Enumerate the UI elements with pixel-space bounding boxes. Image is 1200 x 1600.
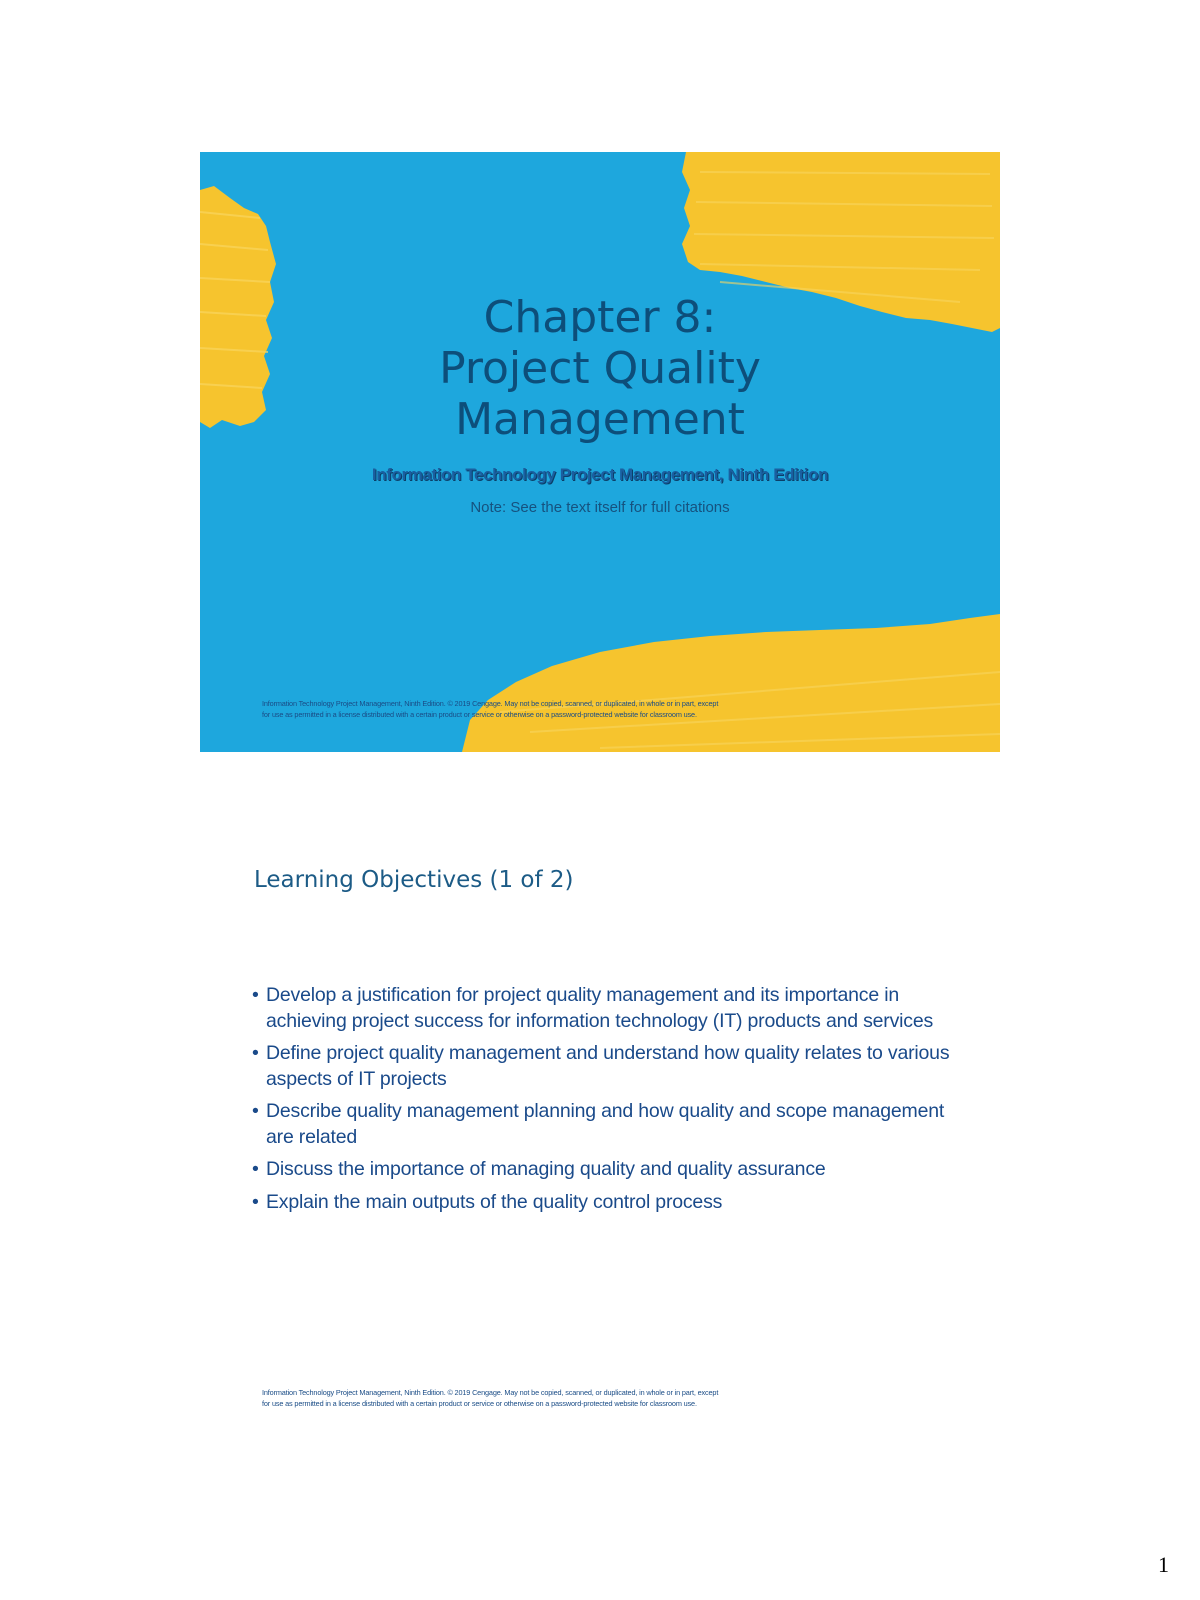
copyright-line-2: for use as permitted in a license distributed with a certain product or service or otherwise on a password-protected website for classroom use. xyxy=(262,1399,697,1408)
list-item-text: Describe quality management planning and how quality and scope management are related xyxy=(266,1100,945,1148)
list-item xyxy=(252,1190,952,1216)
bullet-icon: • xyxy=(252,1100,259,1122)
bullet-icon: • xyxy=(252,1042,259,1064)
chapter-title-line-1: Chapter 8: xyxy=(483,292,717,343)
chapter-title xyxy=(200,292,1000,445)
book-subtitle: Information Technology Project Management, Ninth Edition xyxy=(371,465,829,484)
copyright-line-2: for use as permitted in a license distributed with a certain product or service or otherwise on a password-protected website for classroom use. xyxy=(262,710,697,719)
bullet-icon: • xyxy=(252,1190,259,1213)
bullet-icon: • xyxy=(252,984,259,1006)
slide-title: Learning Objectives (1 of 2) xyxy=(254,867,574,893)
list-item xyxy=(252,1099,952,1150)
list-item-text: Explain the main outputs of the quality control process xyxy=(266,1190,723,1213)
copyright-line-1: Information Technology Project Management, Ninth Edition. © 2019 Cengage. May not be copied, scanned, or duplicated, in whole or in part, except xyxy=(262,1388,719,1397)
list-item-text: Discuss the importance of managing quality and quality assurance xyxy=(266,1158,826,1180)
objectives-list xyxy=(252,983,952,1222)
copyright-line-1: Information Technology Project Management, Ninth Edition. © 2019 Cengage. May not be copied, scanned, or duplicated, in whole or in part, except xyxy=(262,699,719,708)
copyright-footer xyxy=(262,698,718,720)
list-item-text: Develop a justification for project quality management and its importance in achieving project success for information technology (IT) products and services xyxy=(266,984,934,1032)
title-slide xyxy=(200,152,1000,752)
list-item xyxy=(252,1157,952,1183)
bullet-icon: • xyxy=(252,1158,259,1180)
learning-objectives-slide xyxy=(200,847,1000,1447)
citation-note: Note: See the text itself for full citations xyxy=(470,499,730,516)
chapter-title-line-3: Management xyxy=(455,394,745,445)
list-item-text: Define project quality management and understand how quality relates to various aspects of IT projects xyxy=(266,1042,950,1090)
chapter-title-line-2: Project Quality xyxy=(439,343,761,394)
list-item xyxy=(252,1041,952,1092)
paint-stroke-background xyxy=(200,152,1000,752)
copyright-footer xyxy=(262,1387,718,1409)
list-item xyxy=(252,983,952,1034)
page-number: 1 xyxy=(1158,1552,1169,1577)
